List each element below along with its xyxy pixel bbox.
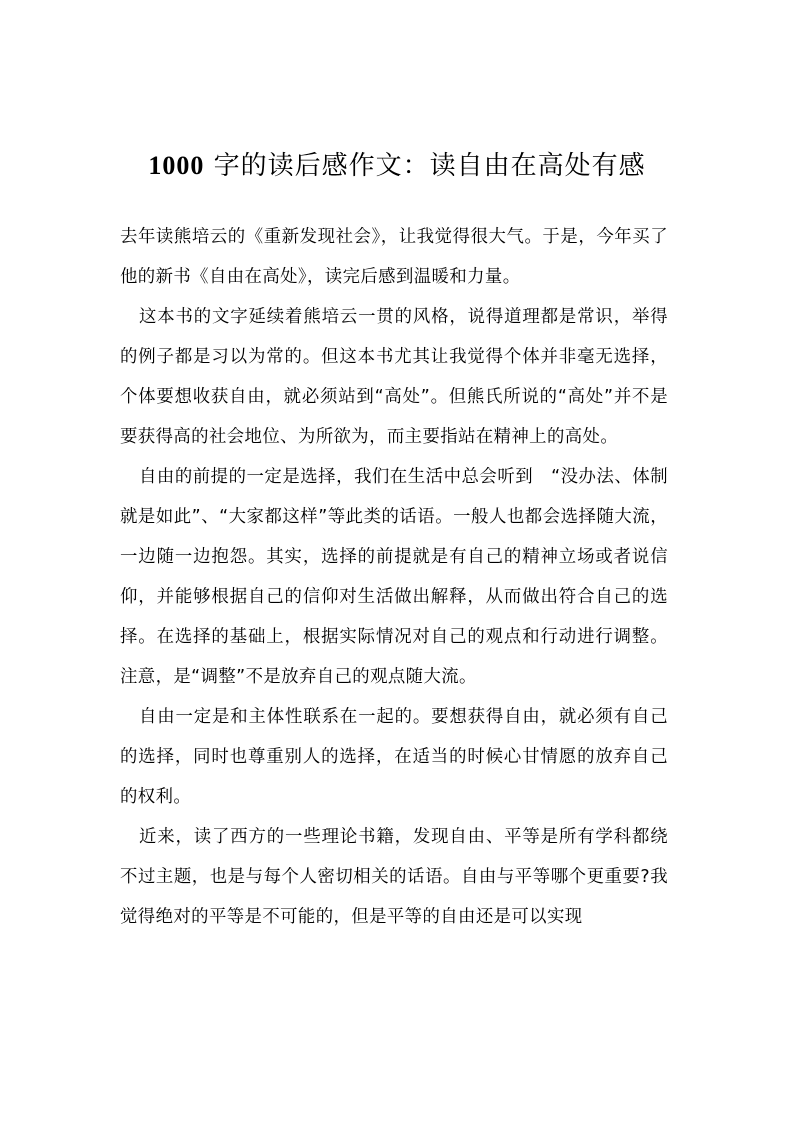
paragraph-3: 自由的前提的一定是选择，我们在生活中总会听到 “没办法、体制就是如此”、“大家都这样”等此类的话语。一般人也都会选择随大流，一边随一边抱怨。其实，选择的前提就是有自己的精神立场或者说信仰，并能够根据自己的信仰对生活做出解释，从而做出符合自己的选择。在选择的基础上，根据实际情况对自己的观点和行动进行调整。注意，是“调整”不是放弃自己的观点随大流。 bbox=[120, 467, 668, 687]
paragraph-2: 这本书的文字延续着熊培云一贯的风格，说得道理都是常识，举得的例子都是习以为常的。但这本书尤其让我觉得个体并非毫无选择，个体要想收获自由，就必须站到“高处”。但熊氏所说的“高处”并不是要获得高的社会地位、为所欲为，而主要指站在精神上的高处。 bbox=[120, 307, 668, 447]
title-number: 1000 bbox=[148, 151, 205, 180]
document-body bbox=[120, 217, 668, 937]
document-title bbox=[0, 145, 794, 182]
paragraph-1: 去年读熊培云的《重新发现社会》，让我觉得很大气。于是，今年买了他的新书《自由在高处》，读完后感到温暖和力量。 bbox=[120, 227, 668, 287]
paragraph-4: 自由一定是和主体性联系在一起的。要想获得自由，就必须有自己的选择，同时也尊重别人的选择，在适当的时候心甘情愿的放弃自己的权利。 bbox=[120, 707, 668, 807]
title-text: 字的读后感作文：读自由在高处有感 bbox=[213, 151, 646, 181]
paragraph-5: 近来，读了西方的一些理论书籍，发现自由、平等是所有学科都绕不过主题，也是与每个人密切相关的话语。自由与平等哪个更重要?我觉得绝对的平等是不可能的，但是平等的自由还是可以实现 bbox=[120, 827, 668, 927]
